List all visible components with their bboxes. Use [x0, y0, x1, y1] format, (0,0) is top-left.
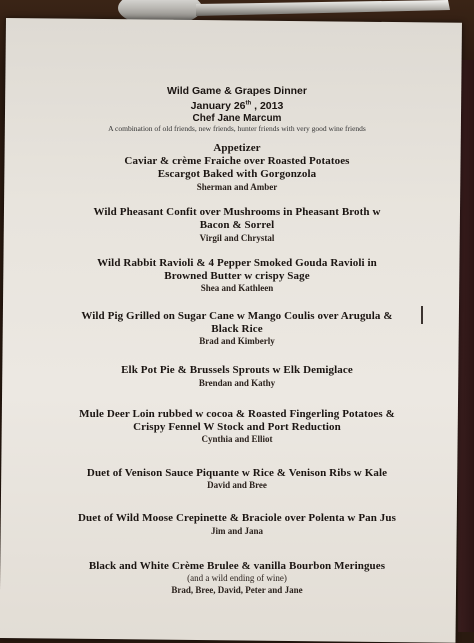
- course-9-note: (and a wild ending of wine): [187, 573, 287, 583]
- menu-date: January 26th , 2013: [190, 100, 284, 112]
- course-4-line-2: Black Rice: [211, 323, 263, 335]
- course-4-line-1: Wild Pig Grilled on Sugar Cane w Mango Coulis over Arugula &: [81, 310, 393, 322]
- pen-mark: [421, 306, 423, 324]
- course-5-names: Brendan and Kathy: [198, 378, 276, 388]
- course-3-line-2: Browned Butter w crispy Sage: [164, 270, 310, 282]
- course-5-line-1: Elk Pot Pie & Brussels Sprouts w Elk Demiglace: [121, 364, 353, 376]
- course-6-line-2: Crispy Fennel W Stock and Port Reduction: [133, 421, 341, 433]
- course-7-names: David and Bree: [207, 480, 267, 490]
- course-2-names: Virgil and Chrystal: [199, 233, 275, 243]
- course-9-line-1: Black and White Crème Brulee & vanilla Bourbon Meringues: [88, 560, 386, 572]
- course-1-names: Sherman and Amber: [196, 182, 278, 192]
- course-9-names: Brad, Bree, David, Peter and Jane: [171, 585, 303, 595]
- course-2-line-1: Wild Pheasant Confit over Mushrooms in Pheasant Broth w: [93, 206, 381, 218]
- menu-tagline: A combination of old friends, new friends, hunter friends with very good wine friends: [108, 124, 366, 133]
- course-2-line-2: Bacon & Sorrel: [199, 219, 275, 231]
- menu-chef: Chef Jane Marcum: [192, 113, 282, 124]
- course-4-names: Brad and Kimberly: [199, 336, 275, 346]
- course-8-names: Jim and Jana: [210, 526, 263, 536]
- course-7-line-1: Duet of Venison Sauce Piquante w Rice & Venison Ribs w Kale: [86, 467, 388, 479]
- course-3-line-1: Wild Rabbit Ravioli & 4 Pepper Smoked Gouda Ravioli in: [97, 257, 377, 269]
- course-1-line-2: Caviar & crème Fraiche over Roasted Potatoes: [124, 155, 350, 167]
- course-1-line-1: Appetizer: [213, 142, 261, 154]
- course-6-names: Cynthia and Elliot: [201, 434, 273, 444]
- course-3-names: Shea and Kathleen: [200, 283, 274, 293]
- menu-title: Wild Game & Grapes Dinner: [167, 85, 307, 97]
- course-1-line-3: Escargot Baked with Gorgonzola: [157, 168, 317, 180]
- course-6-line-1: Mule Deer Loin rubbed w cocoa & Roasted Fingerling Potatoes &: [79, 408, 395, 420]
- course-8-line-1: Duet of Wild Moose Crepinette & Braciole over Polenta w Pan Jus: [77, 512, 397, 524]
